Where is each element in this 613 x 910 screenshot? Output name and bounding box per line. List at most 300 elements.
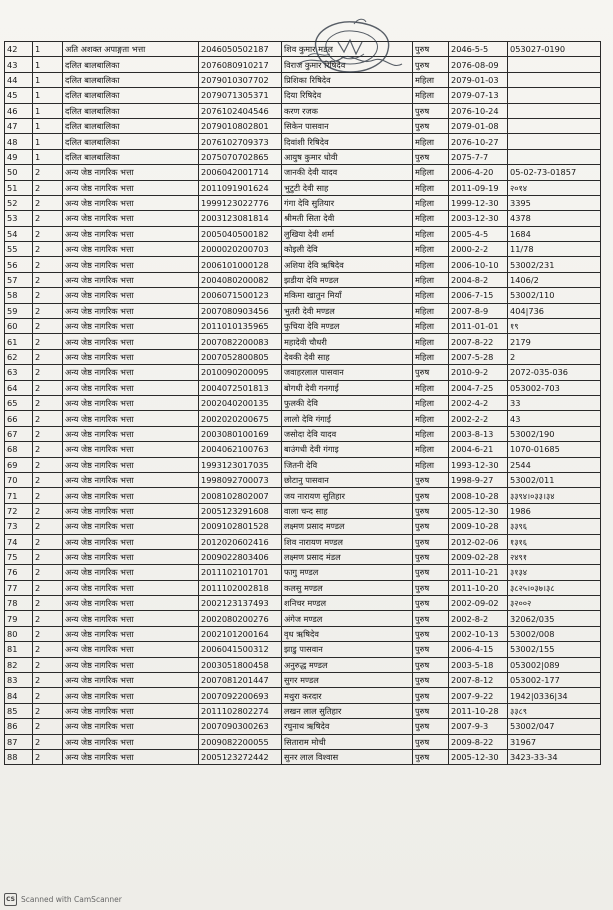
- cell-allowance-type: अन्य जेष्ठ नागरिक भत्ता: [63, 242, 199, 257]
- cell-allowance-type: दलित बालबालिका: [63, 149, 199, 164]
- table-row: [5, 365, 601, 380]
- cell-beneficiary-name: भुटुटी देवी साह: [282, 180, 413, 195]
- cell-reference-number: 31967: [508, 734, 601, 749]
- cell-gender: पुरुष: [413, 365, 449, 380]
- camscanner-watermark: [4, 892, 122, 906]
- cell-category-code: 2: [33, 211, 63, 226]
- cell-category-code: 2: [33, 611, 63, 626]
- cell-date: 2002-10-13: [449, 626, 508, 641]
- cell-allowance-type: अन्य जेष्ठ नागरिक भत्ता: [63, 580, 199, 595]
- cell-date: 2011-01-01: [449, 319, 508, 334]
- cell-serial: 72: [5, 503, 33, 518]
- cell-category-code: 1: [33, 149, 63, 164]
- cell-allowance-type: अन्य जेष्ठ नागरिक भत्ता: [63, 334, 199, 349]
- cell-beneficiary-name: अशिया देवि ऋषिदेव: [282, 257, 413, 272]
- cell-gender: महिला: [413, 426, 449, 441]
- table-row: [5, 642, 601, 657]
- cell-category-code: 2: [33, 519, 63, 534]
- cell-reference-number: 11/78: [508, 242, 601, 257]
- cell-gender: महिला: [413, 442, 449, 457]
- cell-id-number: 2007052800805: [199, 349, 282, 364]
- cell-id-number: 2002123137493: [199, 596, 282, 611]
- cell-id-number: 2002020200675: [199, 411, 282, 426]
- cell-reference-number: 53002/190: [508, 426, 601, 441]
- cell-date: 2011-09-19: [449, 180, 508, 195]
- cell-reference-number: 33: [508, 395, 601, 410]
- cell-beneficiary-name: कलसु मण्डल: [282, 580, 413, 595]
- cell-serial: 81: [5, 642, 33, 657]
- cell-date: 2011-10-21: [449, 565, 508, 580]
- table-row: [5, 349, 601, 364]
- cell-reference-number: 2179: [508, 334, 601, 349]
- cell-category-code: 2: [33, 488, 63, 503]
- cell-gender: पुरुष: [413, 673, 449, 688]
- cell-beneficiary-name: शिव नारायण मण्डल: [282, 534, 413, 549]
- cell-date: 2076-10-27: [449, 134, 508, 149]
- cell-date: 2005-4-5: [449, 226, 508, 241]
- cell-allowance-type: दलित बालबालिका: [63, 72, 199, 87]
- cell-serial: 69: [5, 457, 33, 472]
- cell-date: 2006-4-20: [449, 165, 508, 180]
- cell-id-number: 2011102101701: [199, 565, 282, 580]
- cell-beneficiary-name: प्रिशिका रिषिदेव: [282, 72, 413, 87]
- cell-gender: पुरुष: [413, 734, 449, 749]
- cell-category-code: 2: [33, 334, 63, 349]
- cell-id-number: 2076102709373: [199, 134, 282, 149]
- cell-beneficiary-name: लालो देवि गंगाई: [282, 411, 413, 426]
- cell-serial: 63: [5, 365, 33, 380]
- cell-category-code: 1: [33, 42, 63, 57]
- cell-date: 2007-5-28: [449, 349, 508, 364]
- cell-date: 2011-10-28: [449, 703, 508, 718]
- cell-category-code: 1: [33, 118, 63, 133]
- table-row: [5, 288, 601, 303]
- cell-beneficiary-name: श्रीमती सिता देवी: [282, 211, 413, 226]
- cell-id-number: 2003051800458: [199, 657, 282, 672]
- table-row: [5, 749, 601, 764]
- table-row: [5, 118, 601, 133]
- table-row: [5, 72, 601, 87]
- cell-reference-number: 1070-01685: [508, 442, 601, 457]
- cell-allowance-type: अन्य जेष्ठ नागरिक भत्ता: [63, 642, 199, 657]
- table-row: [5, 457, 601, 472]
- cell-category-code: 2: [33, 242, 63, 257]
- cell-reference-number: ३३८९: [508, 703, 601, 718]
- cell-reference-number: 1684: [508, 226, 601, 241]
- cell-id-number: 2004080200082: [199, 272, 282, 287]
- table-row: [5, 503, 601, 518]
- cell-category-code: 2: [33, 411, 63, 426]
- beneficiary-table: [4, 41, 601, 765]
- cell-date: 2076-08-09: [449, 57, 508, 72]
- cell-gender: महिला: [413, 88, 449, 103]
- cell-beneficiary-name: जितनी देवि: [282, 457, 413, 472]
- cell-id-number: 2007092200693: [199, 688, 282, 703]
- cell-category-code: 2: [33, 626, 63, 641]
- cell-date: 2046-5-5: [449, 42, 508, 57]
- cell-id-number: 2006042001714: [199, 165, 282, 180]
- cell-serial: 79: [5, 611, 33, 626]
- cell-date: 2000-2-2: [449, 242, 508, 257]
- table-row: [5, 211, 601, 226]
- cell-gender: पुरुष: [413, 42, 449, 57]
- cell-reference-number: [508, 134, 601, 149]
- cell-reference-number: १९: [508, 319, 601, 334]
- cell-date: 2004-8-2: [449, 272, 508, 287]
- cell-allowance-type: दलित बालबालिका: [63, 134, 199, 149]
- cell-beneficiary-name: फुचिया देवि मण्डल: [282, 319, 413, 334]
- cell-allowance-type: दलित बालबालिका: [63, 118, 199, 133]
- cell-allowance-type: अन्य जेष्ठ नागरिक भत्ता: [63, 303, 199, 318]
- cell-gender: पुरुष: [413, 703, 449, 718]
- cell-reference-number: ३८२५।०३७।३८: [508, 580, 601, 595]
- cell-beneficiary-name: अंगेज मण्डल: [282, 611, 413, 626]
- cell-allowance-type: अति अशक्त अपाङ्गता भत्ता: [63, 42, 199, 57]
- cell-category-code: 2: [33, 180, 63, 195]
- cell-beneficiary-name: रघुनाथ ऋषिदेव: [282, 719, 413, 734]
- cell-allowance-type: अन्य जेष्ठ नागरिक भत्ता: [63, 519, 199, 534]
- cell-id-number: 2004062100763: [199, 442, 282, 457]
- cell-serial: 54: [5, 226, 33, 241]
- cell-beneficiary-name: जसोदा देवि यादव: [282, 426, 413, 441]
- cell-id-number: 2079071305371: [199, 88, 282, 103]
- cell-serial: 62: [5, 349, 33, 364]
- cell-id-number: 2009082200055: [199, 734, 282, 749]
- cell-category-code: 2: [33, 226, 63, 241]
- cell-category-code: 2: [33, 688, 63, 703]
- cell-gender: महिला: [413, 303, 449, 318]
- cell-serial: 87: [5, 734, 33, 749]
- cell-id-number: 1999123022776: [199, 195, 282, 210]
- cell-beneficiary-name: अनुरुद्ध मण्डल: [282, 657, 413, 672]
- cell-gender: पुरुष: [413, 565, 449, 580]
- table-row: [5, 657, 601, 672]
- table-row: [5, 319, 601, 334]
- cell-reference-number: 1986: [508, 503, 601, 518]
- cell-reference-number: 2: [508, 349, 601, 364]
- cell-allowance-type: अन्य जेष्ठ नागरिक भत्ता: [63, 596, 199, 611]
- cell-allowance-type: अन्य जेष्ठ नागरिक भत्ता: [63, 565, 199, 580]
- table-row: [5, 596, 601, 611]
- cell-allowance-type: अन्य जेष्ठ नागरिक भत्ता: [63, 503, 199, 518]
- cell-id-number: 2006071500123: [199, 288, 282, 303]
- camscanner-logo-icon: CS: [4, 893, 17, 906]
- cell-allowance-type: अन्य जेष्ठ नागरिक भत्ता: [63, 272, 199, 287]
- cell-date: 2076-10-24: [449, 103, 508, 118]
- table-row: [5, 488, 601, 503]
- cell-reference-number: 53002/047: [508, 719, 601, 734]
- cell-id-number: 2011010135965: [199, 319, 282, 334]
- cell-id-number: 2008102802007: [199, 488, 282, 503]
- cell-serial: 67: [5, 426, 33, 441]
- cell-gender: महिला: [413, 72, 449, 87]
- table-row: [5, 565, 601, 580]
- cell-reference-number: 1942|0336|34: [508, 688, 601, 703]
- cell-date: 2002-8-2: [449, 611, 508, 626]
- cell-beneficiary-name: जवाहरलाल पासवान: [282, 365, 413, 380]
- cell-reference-number: 2072-035-036: [508, 365, 601, 380]
- cell-id-number: 2002101200164: [199, 626, 282, 641]
- table-row: [5, 703, 601, 718]
- cell-gender: पुरुष: [413, 57, 449, 72]
- cell-id-number: 2005123291608: [199, 503, 282, 518]
- cell-date: 2008-10-28: [449, 488, 508, 503]
- cell-allowance-type: दलित बालबालिका: [63, 88, 199, 103]
- cell-allowance-type: अन्य जेष्ठ नागरिक भत्ता: [63, 749, 199, 764]
- cell-allowance-type: अन्य जेष्ठ नागरिक भत्ता: [63, 719, 199, 734]
- cell-id-number: 2002040200135: [199, 395, 282, 410]
- cell-allowance-type: दलित बालबालिका: [63, 103, 199, 118]
- cell-allowance-type: अन्य जेष्ठ नागरिक भत्ता: [63, 426, 199, 441]
- cell-beneficiary-name: वृध ऋषिदेव: [282, 626, 413, 641]
- cell-date: 2003-5-18: [449, 657, 508, 672]
- cell-category-code: 1: [33, 72, 63, 87]
- cell-gender: महिला: [413, 165, 449, 180]
- cell-gender: महिला: [413, 334, 449, 349]
- cell-serial: 85: [5, 703, 33, 718]
- table-row: [5, 226, 601, 241]
- table-row: [5, 165, 601, 180]
- cell-serial: 57: [5, 272, 33, 287]
- cell-category-code: 2: [33, 580, 63, 595]
- cell-id-number: 2079010802801: [199, 118, 282, 133]
- cell-reference-number: १३१६: [508, 534, 601, 549]
- cell-serial: 68: [5, 442, 33, 457]
- cell-serial: 53: [5, 211, 33, 226]
- cell-allowance-type: अन्य जेष्ठ नागरिक भत्ता: [63, 457, 199, 472]
- cell-gender: महिला: [413, 411, 449, 426]
- cell-serial: 76: [5, 565, 33, 580]
- table-row: [5, 673, 601, 688]
- cell-id-number: 2003080100169: [199, 426, 282, 441]
- cell-allowance-type: अन्य जेष्ठ नागरिक भत्ता: [63, 549, 199, 564]
- cell-date: 2007-8-22: [449, 334, 508, 349]
- cell-category-code: 2: [33, 365, 63, 380]
- cell-reference-number: 053002-703: [508, 380, 601, 395]
- cell-reference-number: [508, 57, 601, 72]
- cell-beneficiary-name: दिवांशी रिषिदेव: [282, 134, 413, 149]
- cell-date: 2004-6-21: [449, 442, 508, 457]
- cell-serial: 88: [5, 749, 33, 764]
- cell-id-number: 2005040500182: [199, 226, 282, 241]
- cell-category-code: 2: [33, 272, 63, 287]
- cell-serial: 52: [5, 195, 33, 210]
- cell-category-code: 2: [33, 380, 63, 395]
- cell-allowance-type: अन्य जेष्ठ नागरिक भत्ता: [63, 703, 199, 718]
- cell-id-number: 2007082200083: [199, 334, 282, 349]
- cell-gender: पुरुष: [413, 549, 449, 564]
- cell-beneficiary-name: सिकेन पासवान: [282, 118, 413, 133]
- cell-serial: 46: [5, 103, 33, 118]
- cell-reference-number: [508, 103, 601, 118]
- cell-serial: 83: [5, 673, 33, 688]
- cell-allowance-type: अन्य जेष्ठ नागरिक भत्ता: [63, 688, 199, 703]
- cell-beneficiary-name: सुगर मण्डल: [282, 673, 413, 688]
- cell-id-number: 2002080200276: [199, 611, 282, 626]
- cell-beneficiary-name: लुखिया देवी शर्मा: [282, 226, 413, 241]
- cell-beneficiary-name: झडीया देवि मण्डल: [282, 272, 413, 287]
- cell-gender: महिला: [413, 380, 449, 395]
- cell-id-number: 2003123081814: [199, 211, 282, 226]
- cell-allowance-type: अन्य जेष्ठ नागरिक भत्ता: [63, 673, 199, 688]
- cell-allowance-type: अन्य जेष्ठ नागरिक भत्ता: [63, 195, 199, 210]
- cell-category-code: 2: [33, 503, 63, 518]
- cell-reference-number: 053002-177: [508, 673, 601, 688]
- cell-date: 2004-7-25: [449, 380, 508, 395]
- cell-category-code: 2: [33, 657, 63, 672]
- cell-serial: 75: [5, 549, 33, 564]
- cell-category-code: 2: [33, 749, 63, 764]
- cell-reference-number: 053027-0190: [508, 42, 601, 57]
- table-row: [5, 257, 601, 272]
- cell-date: 2002-4-2: [449, 395, 508, 410]
- cell-reference-number: 3423-33-34: [508, 749, 601, 764]
- table-row: [5, 611, 601, 626]
- table-row: [5, 57, 601, 72]
- cell-gender: पुरुष: [413, 488, 449, 503]
- cell-date: 2009-10-28: [449, 519, 508, 534]
- cell-id-number: 2076080910217: [199, 57, 282, 72]
- cell-allowance-type: अन्य जेष्ठ नागरिक भत्ता: [63, 734, 199, 749]
- cell-category-code: 2: [33, 288, 63, 303]
- cell-gender: महिला: [413, 288, 449, 303]
- cell-allowance-type: अन्य जेष्ठ नागरिक भत्ता: [63, 380, 199, 395]
- cell-serial: 43: [5, 57, 33, 72]
- cell-category-code: 2: [33, 472, 63, 487]
- scanner-watermark-text: Scanned with CamScanner: [21, 894, 122, 904]
- cell-reference-number: [508, 88, 601, 103]
- table-row: [5, 688, 601, 703]
- cell-reference-number: 53002/011: [508, 472, 601, 487]
- cell-date: 2075-7-7: [449, 149, 508, 164]
- cell-id-number: 2011102002818: [199, 580, 282, 595]
- cell-date: 2009-02-28: [449, 549, 508, 564]
- cell-gender: पुरुष: [413, 118, 449, 133]
- cell-reference-number: 4378: [508, 211, 601, 226]
- cell-gender: पुरुष: [413, 149, 449, 164]
- cell-date: 2007-8-12: [449, 673, 508, 688]
- cell-beneficiary-name: फागु मण्डल: [282, 565, 413, 580]
- cell-beneficiary-name: कोइली देवि: [282, 242, 413, 257]
- table-row: [5, 272, 601, 287]
- cell-id-number: 2011102802274: [199, 703, 282, 718]
- cell-date: 1998-9-27: [449, 472, 508, 487]
- cell-date: 2003-8-13: [449, 426, 508, 441]
- cell-date: 2079-01-03: [449, 72, 508, 87]
- cell-beneficiary-name: लक्ष्मण प्रसाद मंडल: [282, 549, 413, 564]
- cell-gender: पुरुष: [413, 596, 449, 611]
- cell-serial: 77: [5, 580, 33, 595]
- cell-allowance-type: अन्य जेष्ठ नागरिक भत्ता: [63, 211, 199, 226]
- table-row: [5, 149, 601, 164]
- table-row: [5, 242, 601, 257]
- cell-category-code: 1: [33, 103, 63, 118]
- cell-id-number: 2006041500312: [199, 642, 282, 657]
- cell-category-code: 2: [33, 642, 63, 657]
- cell-serial: 80: [5, 626, 33, 641]
- cell-beneficiary-name: झाडु पासवान: [282, 642, 413, 657]
- cell-id-number: 2010090200095: [199, 365, 282, 380]
- cell-gender: महिला: [413, 257, 449, 272]
- cell-gender: महिला: [413, 134, 449, 149]
- cell-serial: 44: [5, 72, 33, 87]
- cell-date: 2007-9-22: [449, 688, 508, 703]
- cell-gender: पुरुष: [413, 719, 449, 734]
- cell-id-number: 1998092700073: [199, 472, 282, 487]
- cell-serial: 56: [5, 257, 33, 272]
- cell-category-code: 2: [33, 426, 63, 441]
- table-row: [5, 303, 601, 318]
- cell-gender: पुरुष: [413, 472, 449, 487]
- cell-reference-number: 2544: [508, 457, 601, 472]
- cell-beneficiary-name: सिताराम मोची: [282, 734, 413, 749]
- cell-beneficiary-name: महादेवी चौधरी: [282, 334, 413, 349]
- cell-gender: महिला: [413, 180, 449, 195]
- cell-id-number: 2011091901624: [199, 180, 282, 195]
- cell-allowance-type: अन्य जेष्ठ नागरिक भत्ता: [63, 442, 199, 457]
- cell-reference-number: 32062/035: [508, 611, 601, 626]
- cell-category-code: 2: [33, 165, 63, 180]
- cell-date: 2007-9-3: [449, 719, 508, 734]
- cell-allowance-type: अन्य जेष्ठ नागरिक भत्ता: [63, 657, 199, 672]
- cell-beneficiary-name: देवकी देवी साह: [282, 349, 413, 364]
- cell-id-number: 2075070702865: [199, 149, 282, 164]
- cell-date: 2011-10-20: [449, 580, 508, 595]
- cell-reference-number: २०१४: [508, 180, 601, 195]
- cell-id-number: 2046050502187: [199, 42, 282, 57]
- cell-gender: महिला: [413, 211, 449, 226]
- table-row: [5, 334, 601, 349]
- table-row: [5, 626, 601, 641]
- table-row: [5, 180, 601, 195]
- table-row: [5, 103, 601, 118]
- cell-beneficiary-name: फुलकी देवि: [282, 395, 413, 410]
- cell-beneficiary-name: करण रजक: [282, 103, 413, 118]
- cell-date: 2010-9-2: [449, 365, 508, 380]
- cell-beneficiary-name: लक्ष्मण प्रसाद मण्डल: [282, 519, 413, 534]
- cell-category-code: 2: [33, 734, 63, 749]
- cell-beneficiary-name: वाला चन्द साह: [282, 503, 413, 518]
- table-row: [5, 519, 601, 534]
- cell-beneficiary-name: मकिमा खातुन मियाँ: [282, 288, 413, 303]
- cell-serial: 50: [5, 165, 33, 180]
- cell-beneficiary-name: भुतरी देवी मण्डल: [282, 303, 413, 318]
- cell-serial: 51: [5, 180, 33, 195]
- cell-serial: 66: [5, 411, 33, 426]
- cell-reference-number: 3395: [508, 195, 601, 210]
- cell-category-code: 2: [33, 349, 63, 364]
- cell-id-number: 2004072501813: [199, 380, 282, 395]
- cell-date: 2012-02-06: [449, 534, 508, 549]
- cell-reference-number: [508, 149, 601, 164]
- cell-category-code: 2: [33, 303, 63, 318]
- cell-allowance-type: अन्य जेष्ठ नागरिक भत्ता: [63, 349, 199, 364]
- cell-allowance-type: अन्य जेष्ठ नागरिक भत्ता: [63, 488, 199, 503]
- cell-date: 2079-01-08: [449, 118, 508, 133]
- cell-reference-number: ३२००२: [508, 596, 601, 611]
- cell-id-number: 2009022803406: [199, 549, 282, 564]
- cell-serial: 71: [5, 488, 33, 503]
- cell-allowance-type: अन्य जेष्ठ नागरिक भत्ता: [63, 257, 199, 272]
- cell-gender: महिला: [413, 226, 449, 241]
- table-row: [5, 580, 601, 595]
- table-row: [5, 534, 601, 549]
- table-row: [5, 472, 601, 487]
- cell-gender: महिला: [413, 242, 449, 257]
- cell-allowance-type: अन्य जेष्ठ नागरिक भत्ता: [63, 365, 199, 380]
- cell-date: 2009-8-22: [449, 734, 508, 749]
- cell-serial: 42: [5, 42, 33, 57]
